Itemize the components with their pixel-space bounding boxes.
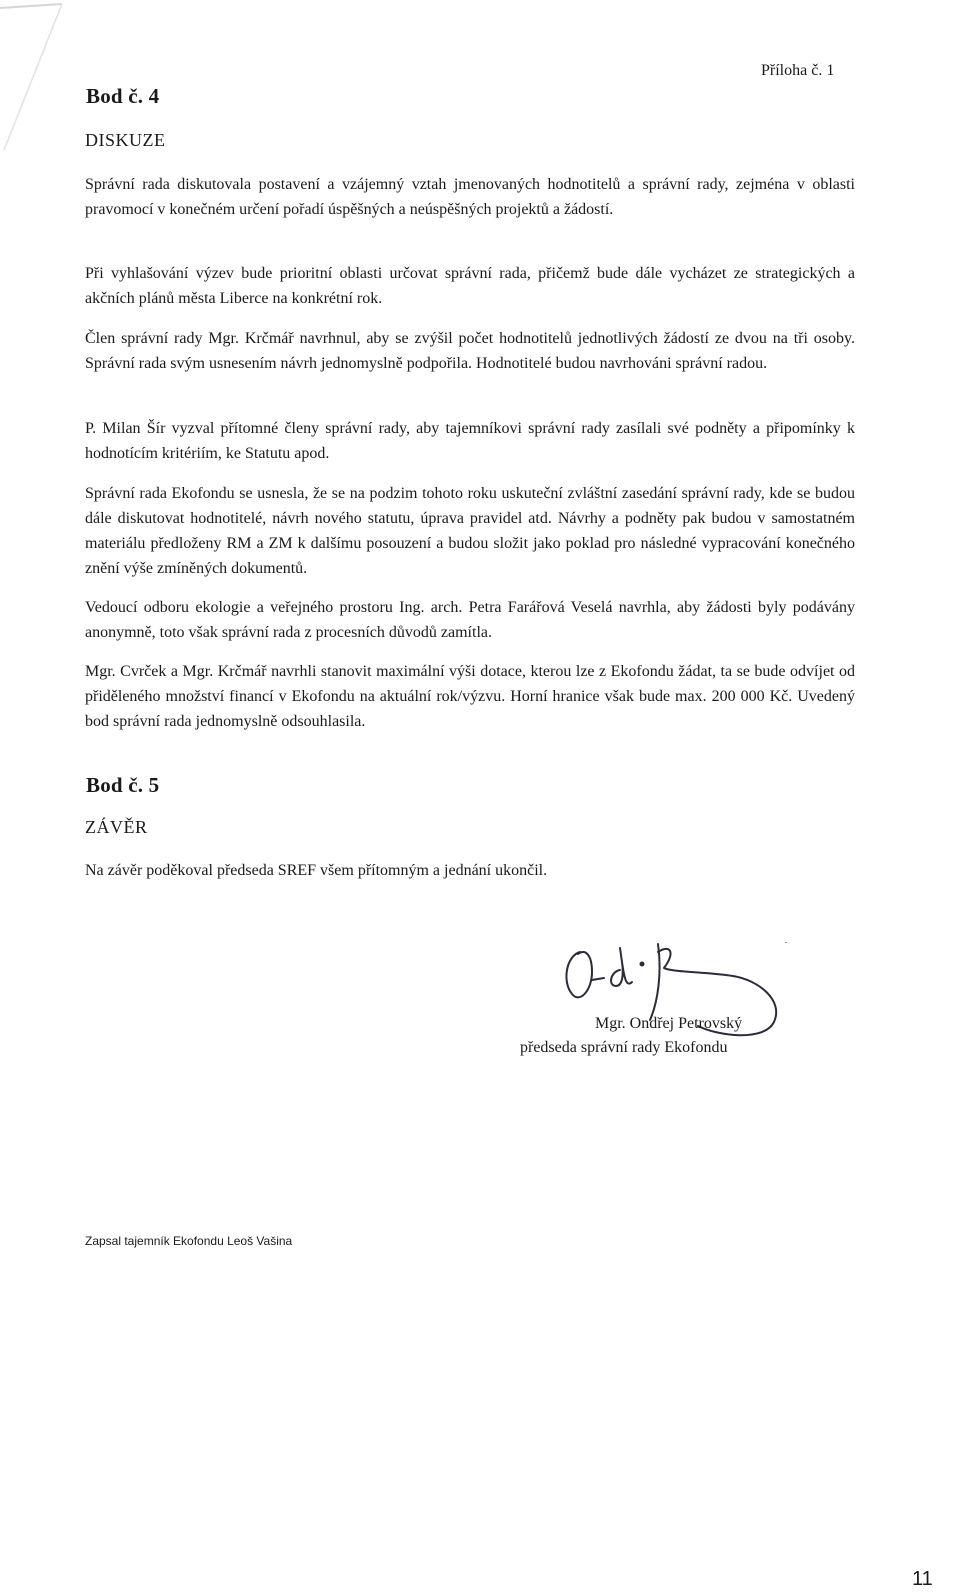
signatory-role: předseda správní rady Ekofondu [520, 1039, 728, 1056]
annex-label: Příloha č. 1 [761, 62, 835, 79]
signature-block [520, 942, 810, 1062]
paragraph-max-subsidy: Mgr. Cvrček a Mgr. Krčmář navrhli stanovit maximální výši dotace, kterou lze z Ekofondu žádat, ta se bude odvíjet od přiděleného množství financí v Ekofondu na aktuální rok/výzvu. Horní hranice však bude max. 200 000 Kč. Uvedený bod správní rada jednomyslně odsouhlasila. [85, 663, 855, 730]
recorded-by: Zapsal tajemník Ekofondu Leoš Vašina [85, 1234, 293, 1248]
paragraph-board-discussion: Správní rada diskutovala postavení a vzájemný vztah jmenovaných hodnotitelů a správní rady, zejména v oblasti pravomocí v konečném určení pořadí úspěšných a neúspěšných projektů a žádostí. [85, 176, 855, 218]
paragraph-call-priorities: Při vyhlašování výzev bude prioritní oblasti určovat správní rada, přičemž bude dále vycházet ze strategických a akčních plánů města Liberce na konkrétní rok. [85, 265, 855, 307]
paragraph-evaluators-count: Člen správní rady Mgr. Krčmář navrhnul, aby se zvýšil počet hodnotitelů jednotlivých žádostí ze dvou na tři osoby. Správní rada svým usnesením návrh jednomyslně podpořila. Hodnotitelé budou navrhováni správní radou. [85, 330, 855, 372]
section-5-heading: Bod č. 5 [86, 773, 160, 797]
scan-corner-mark [0, 0, 70, 160]
section-5-title: ZÁVĚR [85, 817, 148, 837]
paragraph-anonymous-proposal: Vedoucí odboru ekologie a veřejného prostoru Ing. arch. Petra Farářová Veselá navrhla, aby žádosti byly podávány anonymně, toto však správní rada z procesních důvodů zamítla. [85, 599, 855, 641]
section-4-title: DISKUZE [85, 130, 166, 150]
page-number: 11 [912, 1568, 933, 1590]
paragraph-closing: Na závěr poděkoval předseda SREF všem přítomným a jednání ukončil. [85, 862, 548, 879]
section-4-heading: Bod č. 4 [86, 84, 160, 108]
paragraph-feedback-request: P. Milan Šír vyzval přítomné členy správní rady, aby tajemníkovi správní rady zasílali své podněty a připomínky k hodnotícím kritériím, ke Statutu apod. [85, 420, 855, 462]
paragraph-special-meeting: Správní rada Ekofondu se usnesla, že se na podzim tohoto roku uskuteční zvláštní zasedání správní rady, kde se budou dále diskutovat hodnotitelé, návrh nového statutu, úprava pravidel atd. Návrhy a podněty pak budou v samostatném materiálu předloženy RM a ZM k dalšímu posouzení a budou složit jako poklad pro následné vypracování konečného znění výše zmíněných dokumentů. [85, 485, 855, 577]
signatory-name: Mgr. Ondřej Petrovský [595, 1015, 743, 1032]
